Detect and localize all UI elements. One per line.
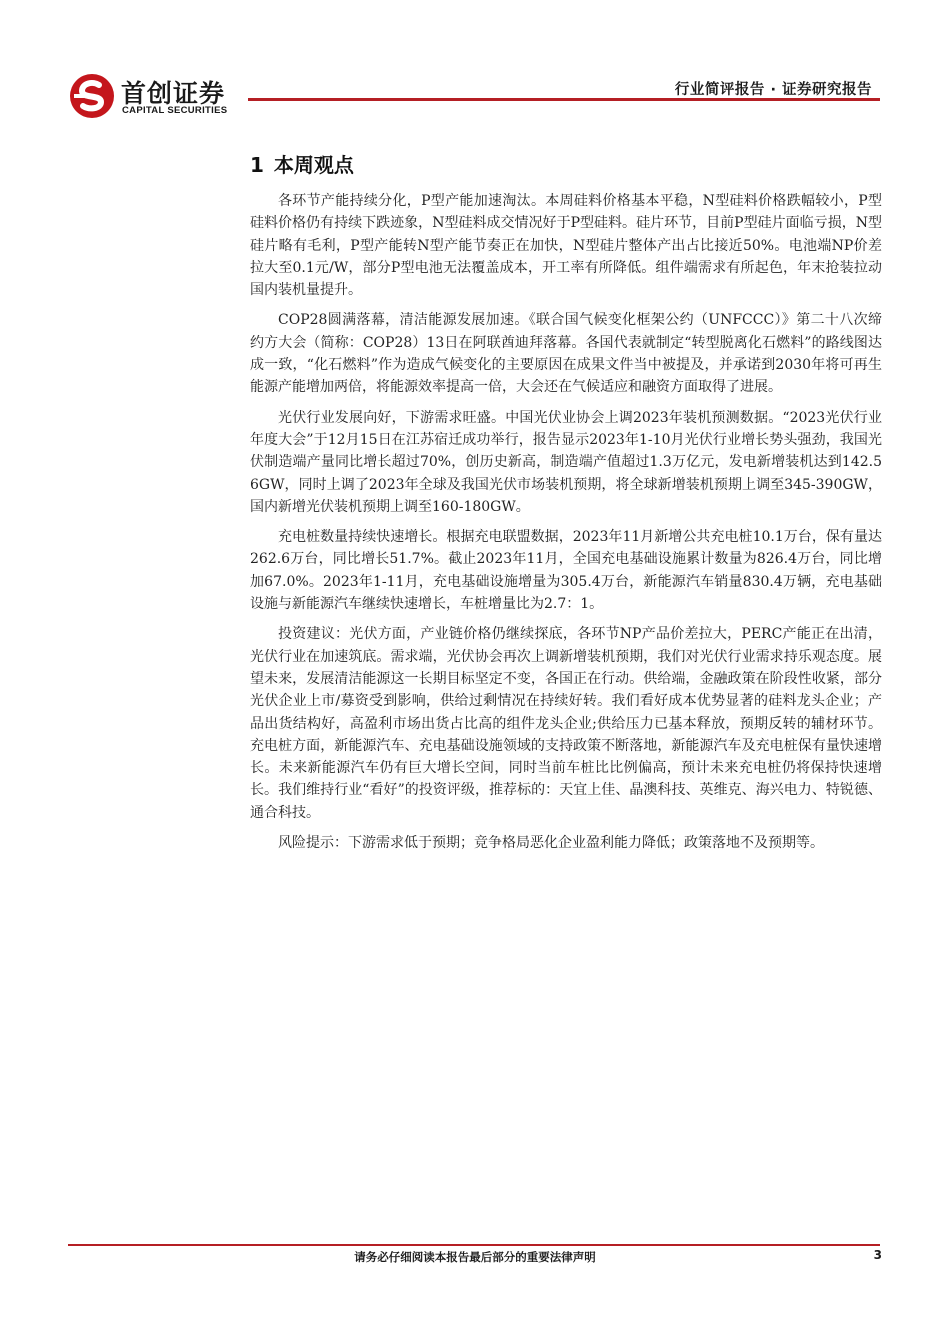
header-divider <box>248 98 880 101</box>
logo-chinese-name: 首创证券 <box>121 79 226 108</box>
paragraph-risk-warning: 风险提示：下游需求低于预期；竞争格局恶化企业盈利能力降低；政策落地不及预期等。 <box>278 835 824 852</box>
main-content <box>250 150 882 862</box>
page-number: 3 <box>873 1248 882 1262</box>
logo-english-name: CAPITAL SECURITIES <box>122 105 228 116</box>
section-heading <box>250 150 882 180</box>
company-logo <box>68 72 258 122</box>
report-type-label: 行业简评报告 · 证券研究报告 <box>674 82 872 98</box>
capital-securities-logo-icon <box>68 72 116 120</box>
legal-notice: 请务必仔细阅读本报告最后部分的重要法律声明 <box>354 1250 596 1264</box>
section-title: 本周观点 <box>273 153 354 177</box>
paragraph-investment-advice: 投资建议：光伏方面，产业链价格仍继续探底，各环节NP产品价差拉大，PERC产能正在出清，光伏行业在加速筑底。需求端，光伏协会再次上调新增装机预期，我们对光伏行业需求持乐观态度。展望未来，发展清洁能源这一长期目标坚定不变，各国正在行动。供给端，金融政策在阶段性收紧，部分光伏企业上市/募资受到影响，供给过剩情况在持续好转。我们看好成本优势显著的硅料龙头企业；产品出货结构好，高盈利市场出货占比高的组件龙头企业;供给压力已基本释放，预期反转的辅材环节。充电桩方面，新能源汽车、充电基础设施领域的支持政策不断落地，新能源汽车及充电桩保有量快速增长。未来新能源汽车仍有巨大增长空间，同时当前车桩比比例偏高，预计未来充电桩仍将保持快速增长。我们维持行业“看好”的投资评级，推荐标的：天宜上佳、晶澳科技、英维克、海兴电力、特锐德、通合科技。 <box>250 626 882 821</box>
paragraph-capacity-differentiation: 各环节产能持续分化，P型产能加速淘汰。本周硅料价格基本平稳，N型硅料价格跌幅较小，P型硅料价格仍有持续下跌迹象，N型硅料成交情况好于P型硅料。硅片环节，目前P型硅片面临亏损，N型硅片略有毛利，P型产能转N型产能节奏正在加快，N型硅片整体产出占比接近50%。电池端NP价差拉大至0.1元/W，部分P型电池无法覆盖成本，开工率有所降低。组件端需求有所起色，年末抢装拉动国内装机量提升。 <box>250 193 882 299</box>
paragraph-charging-piles: 充电桩数量持续快速增长。根据充电联盟数据，2023年11月新增公共充电桩10.1万台，保有量达262.6万台，同比增长51.7%。截止2023年11月，全国充电基础设施累计数量为826.4万台，同比增加67.0%。2023年1-11月，充电基础设施增量为305.4万台，新能源汽车销量830.4万辆，充电基础设施与新能源汽车继续快速增长，车桩增量比为2.7：1。 <box>250 529 882 613</box>
paragraph-pv-industry: 光伏行业发展向好，下游需求旺盛。中国光伏业协会上调2023年装机预测数据。“2023光伏行业年度大会”于12月15日在江苏宿迁成功举行，报告显示2023年1-10月光伏行业增长势头强劲，我国光伏制造端产量同比增长超过70%，创历史新高，制造端产值超过1.3万亿元，发电新增装机达到142.56GW，同时上调了2023年全球及我国光伏市场装机预期，将全球新增装机预期上调至345-390GW，国内新增光伏装机预期上调至160-180GW。 <box>250 409 882 515</box>
section-number: 1 <box>250 153 264 177</box>
footer-divider <box>68 1244 880 1246</box>
page-header <box>0 0 950 130</box>
paragraph-cop28: COP28圆满落幕，清洁能源发展加速。《联合国气候变化框架公约（UNFCCC）》第二十八次缔约方大会（简称：COP28）13日在阿联酋迪拜落幕。各国代表就制定“转型脱离化石燃料”的路线图达成一致，“化石燃料”作为造成气候变化的主要原因在成果文件当中被提及，并承诺到2030年将可再生能源产能增加两倍，将能源效率提高一倍，大会还在气候适应和融资方面取得了进展。 <box>250 312 882 396</box>
